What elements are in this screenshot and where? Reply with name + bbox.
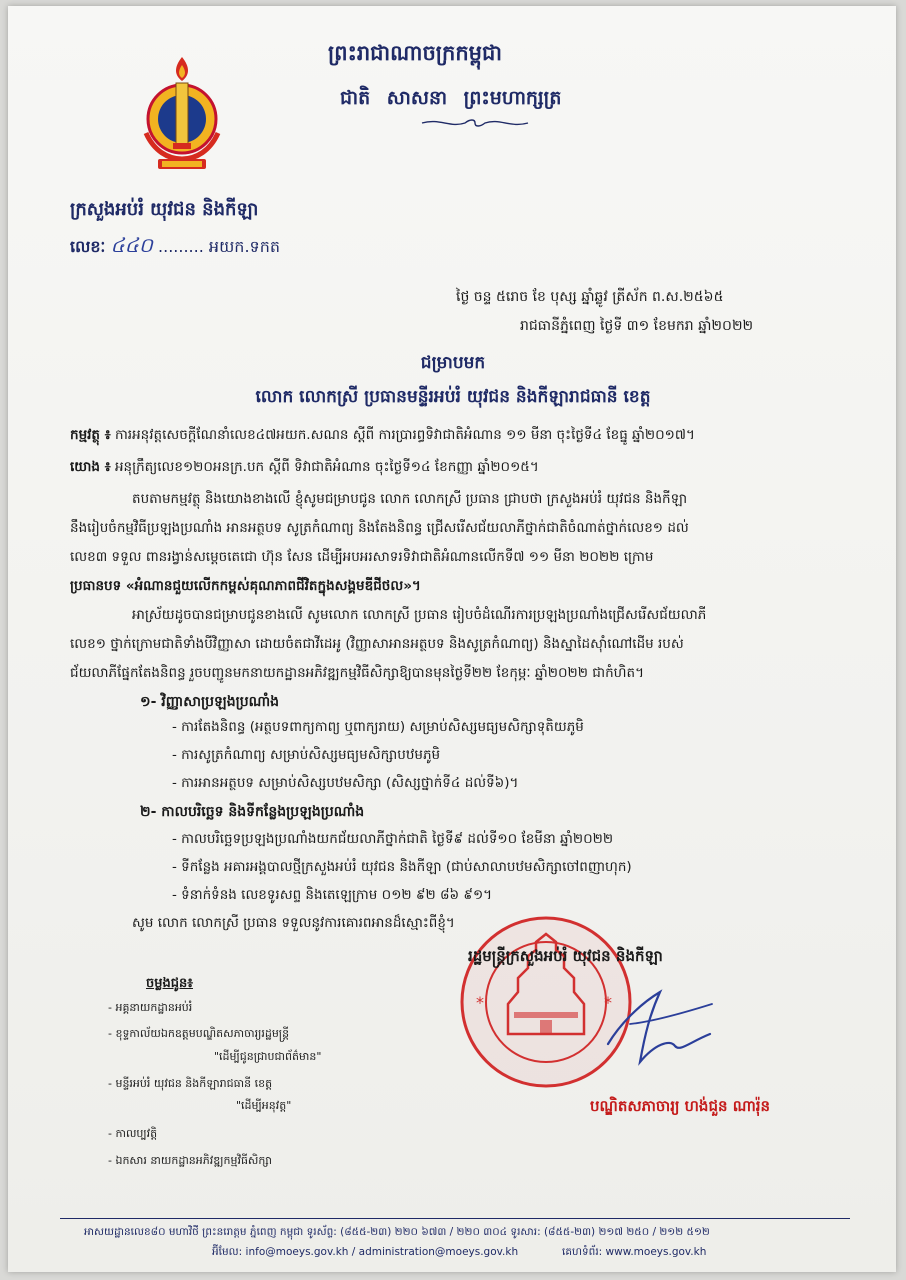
footer-email-label: អ៊ីមែល: (212, 1246, 243, 1258)
para2-line: ជ័យលាភីផ្នែកតែងនិពន្ធ រួចបញ្ជូនមកនាយកដ្ឋានអភិវឌ្ឍកម្មវិធីសិក្សាឱ្យបានមុនថ្ងៃទី២២ ខែកុម្ភៈ ឆ្នាំ២០២២ ជាកំហិត។ (70, 665, 645, 681)
ministry-emblem-icon (140, 55, 224, 175)
reference-label: យោង ៖ (70, 459, 111, 475)
ministry-name: ក្រសួងអប់រំ យុវជន និងកីឡា (70, 199, 259, 220)
section1-item: - ការអានអត្ថបទ សម្រាប់សិស្សបឋមសិក្សា (សិស្សថ្នាក់ទី៤ ដល់ទី៦)។ (172, 775, 519, 791)
section2-item: - ទំនាក់ទំនង លេខទូរសព្ទ និងតេឡេក្រាម ០១២ ៩២ ៨៦ ៩១។ (172, 887, 493, 903)
para1-line: ប្រធានបទ «អំណានជួយលើកកម្ពស់គុណភាពជីវិតក្នុងសង្គមឌីជីថល»។ (70, 578, 421, 594)
footer-web-label: គេហទំព័រ: (562, 1246, 603, 1258)
svg-text:*: * (476, 993, 484, 1012)
kingdom-title: ព្រះរាជាណាចក្រកម្ពុជា (328, 41, 503, 65)
para1-line: តបតាមកម្មវត្ថុ និងយោងខាងលើ ខ្ញុំសូមជម្រាបជូន លោក លោកស្រី ប្រធាន ជ្រាបថា ក្រសួងអប់រំ យុវជន និងកីឡា (132, 491, 688, 507)
footer-email-line (212, 1246, 518, 1261)
signatory-name: បណ្ឌិតសភាចារ្យ ហង់ជួន ណារ៉ុន (590, 1097, 771, 1115)
handwritten-signature-icon (600, 984, 720, 1074)
para2-line: លេខ១ ថ្នាក់ក្រោមជាតិទាំងបីវិញ្ញាសា ដោយចំតជាវីដេអូ (វិញ្ញាសាអានអត្ថបទ និងសូត្រកំណាព្យ) និងស្នាដៃស៊ាំណៅដើម របស់ (70, 636, 684, 652)
cc-item: - មន្ទីរអប់រំ យុវជន និងកីឡារាជធានី ខេត្ត (108, 1077, 273, 1090)
ref-suffix: អយក.ទកត (208, 237, 281, 256)
ref-number: ៤៤០ (110, 233, 153, 257)
section2-item: - ទីកន្លែង អគារអង្គបាលថ្មីក្រសួងអប់រំ យុវជន និងកីឡា (ជាប់សាលាបឋមសិក្សាចៅពញាហុក) (172, 859, 632, 875)
section1-title: ១- វិញ្ញាសាប្រឡងប្រណាំង (140, 694, 280, 710)
svg-text:*: * (604, 993, 612, 1012)
subject-label: កម្មវត្ថុ ៖ (70, 427, 111, 443)
letter-recipient: លោក លោកស្រី ប្រធានមន្ទីរអប់រំ យុវជន និងកីឡារាជធានី ខេត្ត (255, 387, 651, 407)
section2-title: ២- កាលបរិច្ឆេទ និងទីកន្លែងប្រឡងប្រណាំង (140, 804, 365, 820)
cc-item: - ខុទ្ទកាល័យឯកឧត្តមបណ្ឌិតសភាចារ្យរដ្ឋមន្ត្រី (108, 1027, 290, 1040)
signatory-title: រដ្ឋមន្ត្រីក្រសួងអប់រំ យុវជន និងកីឡា (468, 947, 663, 965)
subject-line (70, 426, 695, 446)
subject-text: ការអនុវត្តសេចក្តីណែនាំលេខ៤៧អយក.សណន ស្តីពី ការប្រារព្ធទិវាជាតិអំណាន ១១ មីនា ចុះថ្ងៃទី៤ ខែធ្នូ ឆ្នាំ២០១៧។ (114, 427, 695, 443)
section1-item: - ការសូត្រកំណាព្យ សម្រាប់សិស្សមធ្យមសិក្សាបឋមភូមិ (172, 747, 441, 763)
footer-address: អាសយដ្ឋានលេខ៨០ មហាវិថី ព្រះនរោត្តម ភ្នំពេញ កម្ពុជា ទូរស័ព្ទ: (៨៥៥-២៣) ២២០ ៦៧៣ / ២២០ ៣០៤ ទូរសារ: (៨៥៥-២៣) ២១៧ ២៥០ / ២១២ ៥១២ (84, 1226, 710, 1238)
closing-line: សូម លោក លោកស្រី ប្រធាន ទទួលនូវការគោរពអានដ៏ស្មោះពីខ្ញុំ។ (132, 915, 455, 931)
cc-item: - កាលប្បវត្តិ (108, 1127, 158, 1140)
cc-item-note: "ដើម្បីជូនជ្រាបជាព័ត៌មាន" (214, 1050, 322, 1063)
footer-web[interactable]: www.moeys.gov.kh (605, 1246, 707, 1258)
flourish-divider-icon (420, 116, 530, 130)
ref-label: លេខៈ (70, 237, 106, 256)
ref-dots: ......... (158, 237, 204, 256)
cc-item: - អគ្គនាយកដ្ឋានអប់រំ (108, 1001, 193, 1014)
footer-rule (60, 1218, 850, 1219)
reference-number-line (70, 232, 280, 262)
cc-item: - ឯកសារ នាយកដ្ឋានអភិវឌ្ឍកម្មវិធីសិក្សា (108, 1154, 272, 1167)
cc-item-note: "ដើម្បីអនុវត្ត" (236, 1099, 292, 1112)
cc-title: ចម្លងជូន៖ (146, 976, 193, 991)
national-motto: ជាតិ សាសនា ព្រះមហាក្សត្រ (340, 87, 562, 109)
para1-line: នឹងរៀបចំកម្មវិធីប្រឡងប្រណាំង អានអត្ថបទ សូត្រកំណាព្យ និងតែងនិពន្ធ ជ្រើសរើសជ័យលាភីថ្នាក់ជាតិចំណាត់ថ្នាក់លេខ១ ដល់ (70, 520, 689, 536)
footer-web-line (562, 1246, 706, 1261)
reference-line (70, 458, 539, 478)
para1-line: លេខ៣ ទទួល ពានរង្វាន់សម្តេចតេជោ ហ៊ុន សែន ដើម្បីអបអរសាទរទិវាជាតិអំណានលើកទី៧ ១១ មីនា ២០២២ ក្រោម (70, 549, 654, 565)
lunar-date: ថ្ងៃ ចន្ទ ៥រោច ខែ បុស្ស ឆ្នាំឆ្លូវ ត្រីស័ក ព.ស.២៥៦៥ (456, 289, 724, 305)
section1-item: - ការតែងនិពន្ធ (អត្ថបទពាក្យកាព្យ ឬពាក្យរាយ) សម្រាប់សិស្សមធ្យមសិក្សាទុតិយភូមិ (172, 719, 584, 735)
letter-heading: ជម្រាបមក (420, 353, 486, 373)
para2-line: អាស្រ័យដូចបានជម្រាបជូនខាងលើ សូមលោក លោកស្រី ប្រធាន រៀបចំដំណើរការប្រឡងប្រណាំងជ្រើសរើសជ័យលាភី (132, 607, 707, 623)
footer-email[interactable]: info@moeys.gov.kh / administration@moeys.gov.kh (245, 1246, 519, 1258)
section2-item: - កាលបរិច្ឆេទប្រឡងប្រណាំងយកជ័យលាភីថ្នាក់ជាតិ ថ្ងៃទី៩ ដល់ទី១០ ខែមីនា ឆ្នាំ២០២២ (172, 831, 614, 847)
solar-date: រាជធានីភ្នំពេញ ថ្ងៃទី ៣១ ខែមករា ឆ្នាំ២០២២ (520, 318, 754, 334)
reference-text: អនុក្រឹត្យលេខ១២០អនក្រ.បក ស្តីពី ទិវាជាតិអំណាន ចុះថ្ងៃទី១៤ ខែកញ្ញា ឆ្នាំ២០១៥។ (114, 459, 539, 475)
